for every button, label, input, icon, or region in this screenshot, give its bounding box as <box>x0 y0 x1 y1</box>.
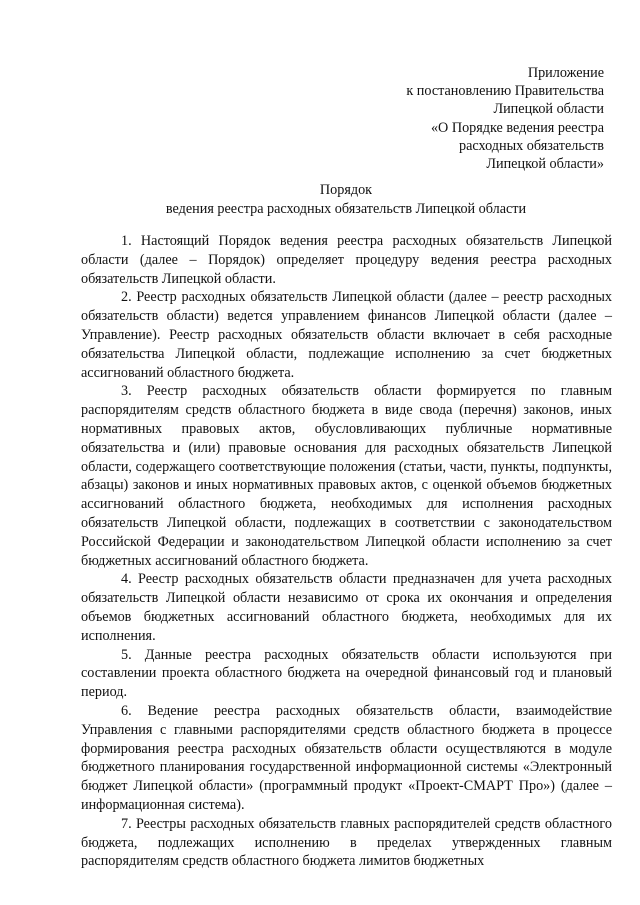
appendix-line: расходных обязательств <box>459 137 604 154</box>
appendix-block <box>344 64 604 173</box>
paragraph-5: 5. Данные реестра расходных обязательств области используются при составлении проекта областного бюджета на очередной финансовый год и плановый период. <box>81 646 612 701</box>
appendix-line: Приложение <box>527 65 604 81</box>
document-title: Порядок <box>319 182 373 198</box>
paragraph-2: 2. Реестр расходных обязательств Липецкой области (далее – реестр расходных обязательств области) ведется управлением финансов Липецкой области (далее – Управление). Реестр расходных обязательств области включает в себя расходные обязательства Липецкой области, подлежащие исполнению за счет бюджетных ассигнований областного бюджета. <box>81 289 612 381</box>
paragraph-6: 6. Ведение реестра расходных обязательств области, взаимодействие Управления с главными распорядителями средств областного бюджета в процессе формирования реестра расходных обязательств области осуществляются в модуле бюджетного планирования государственной информационной системы «Электронный бюджет Липецкой области» (программный продукт «Проект-СМАРТ Про») (далее – информационная система). <box>81 702 612 813</box>
paragraph-4: 4. Реестр расходных обязательств области предназначен для учета расходных обязательств Липецкой области независимо от срока их окончания и определения объемов бюджетных ассигнований областного бюджета, необходимых для их исполнения. <box>81 571 612 644</box>
document-heading <box>0 181 640 219</box>
appendix-line: Липецкой области» <box>486 156 604 173</box>
paragraph-3: 3. Реестр расходных обязательств области формируется по главным распорядителям средств областного бюджета в виде свода (перечня) законов, иных нормативных правовых актов, обусловливающих публичные нормативные обязательства и (или) правовые основания для расходных обязательств Липецкой области, содержащего соответствующие положения (статьи, части, пункты, подпункты, абзацы) законов и иных нормативных правовых актов, с оценкой объемов бюджетных ассигнований областного бюджета, необходимых для исполнения расходных обязательств Липецкой области, подлежащих в соответствии с законодательством Российской Федерации и законодательством Липецкой области исполнению за счет бюджетных ассигнований областного бюджета. <box>81 383 612 569</box>
document-subtitle: ведения реестра расходных обязательств Липецкой области <box>165 201 527 217</box>
paragraph-7: 7. Реестры расходных обязательств главных распорядителей средств областного бюджета, подлежащих исполнению в пределах утвержденных главным распорядителям средств областного бюджета лимитов бюджетных <box>81 815 612 870</box>
document-body <box>81 232 612 871</box>
appendix-line: к постановлению Правительства <box>406 83 604 100</box>
appendix-line: Липецкой области <box>493 101 604 118</box>
appendix-line: «О Порядке ведения реестра <box>430 119 604 136</box>
paragraph-1: 1. Настоящий Порядок ведения реестра расходных обязательств Липецкой области (далее – Порядок) определяет процедуру ведения реестра расходных обязательств Липецкой области. <box>81 233 612 287</box>
